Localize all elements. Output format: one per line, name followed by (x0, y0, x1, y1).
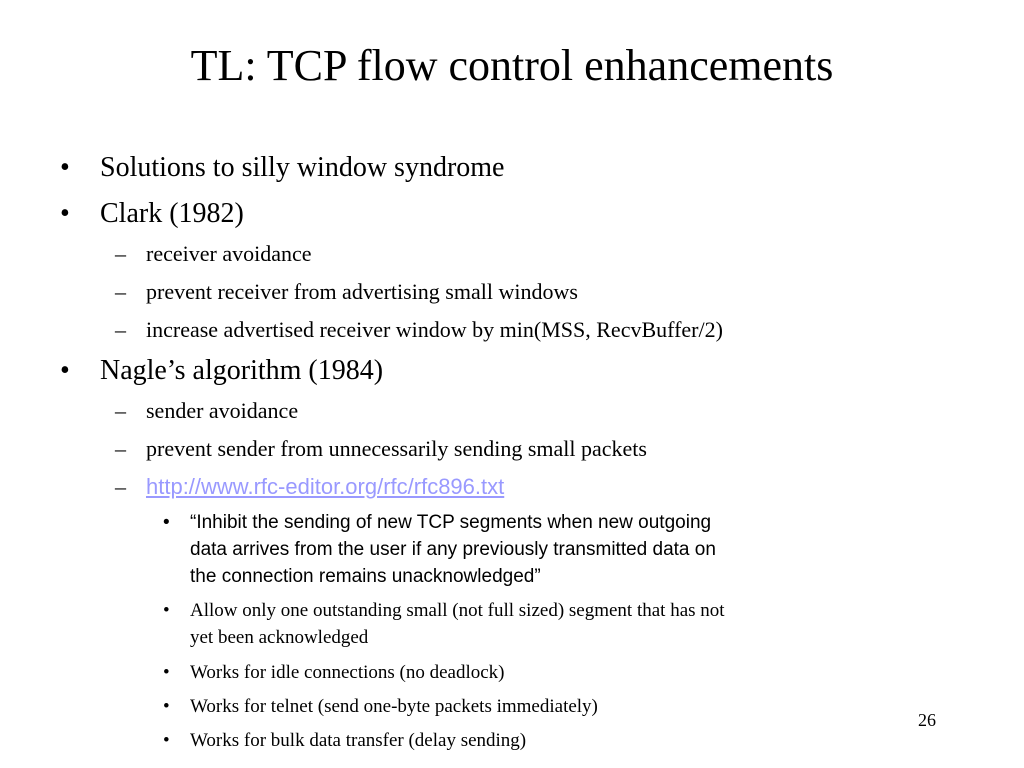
sub-bullet-text: prevent sender from unnecessarily sending small packets (146, 436, 647, 461)
bullet-marker: • (60, 198, 70, 229)
sub-sub-bullet-text: Works for bulk data transfer (delay sending) (190, 730, 527, 751)
sub-bullet-text: increase advertised receiver window by min(MSS, RecvBuffer/2) (146, 317, 723, 342)
bullet-text: Nagle’s algorithm (1984) (100, 355, 384, 386)
sub-bullet-text: receiver avoidance (146, 241, 312, 266)
sub-sub-bullet-text: Allow only one outstanding small (not full sized) segment that has not (190, 600, 725, 621)
dash-marker: – (115, 279, 126, 304)
small-bullet-marker: • (163, 696, 170, 717)
quote-line-3: the connection remains unacknowledged” (190, 566, 541, 587)
quote-line-2: data arrives from the user if any previously transmitted data on (190, 539, 716, 560)
sub-bullet-text: prevent receiver from advertising small windows (146, 279, 578, 304)
small-bullet-marker: • (163, 600, 170, 621)
dash-marker: – (115, 241, 126, 266)
dash-marker: – (115, 474, 126, 499)
dash-marker: – (115, 436, 126, 461)
small-bullet-marker: • (163, 512, 170, 533)
sub-bullet-text: sender avoidance (146, 398, 299, 423)
rfc896-link[interactable]: http://www.rfc-editor.org/rfc/rfc896.txt (146, 474, 505, 499)
small-bullet-marker: • (163, 730, 170, 751)
dash-marker: – (115, 317, 126, 342)
page-number: 26 (918, 710, 936, 730)
sub-sub-bullet-text: Works for telnet (send one-byte packets immediately) (190, 696, 598, 717)
bullet-marker: • (60, 152, 70, 183)
sub-sub-bullet-text: Works for idle connections (no deadlock) (190, 662, 505, 683)
dash-marker: – (115, 398, 126, 423)
slide-title: TL: TCP flow control enhancements (190, 41, 834, 90)
sub-sub-bullet-text: yet been acknowledged (190, 627, 369, 648)
quote-line-1: “Inhibit the sending of new TCP segments when new outgoing (190, 512, 712, 533)
bullet-marker: • (60, 355, 70, 386)
bullet-text: Clark (1982) (100, 198, 244, 229)
small-bullet-marker: • (163, 662, 170, 683)
bullet-text: Solutions to silly window syndrome (100, 152, 505, 183)
